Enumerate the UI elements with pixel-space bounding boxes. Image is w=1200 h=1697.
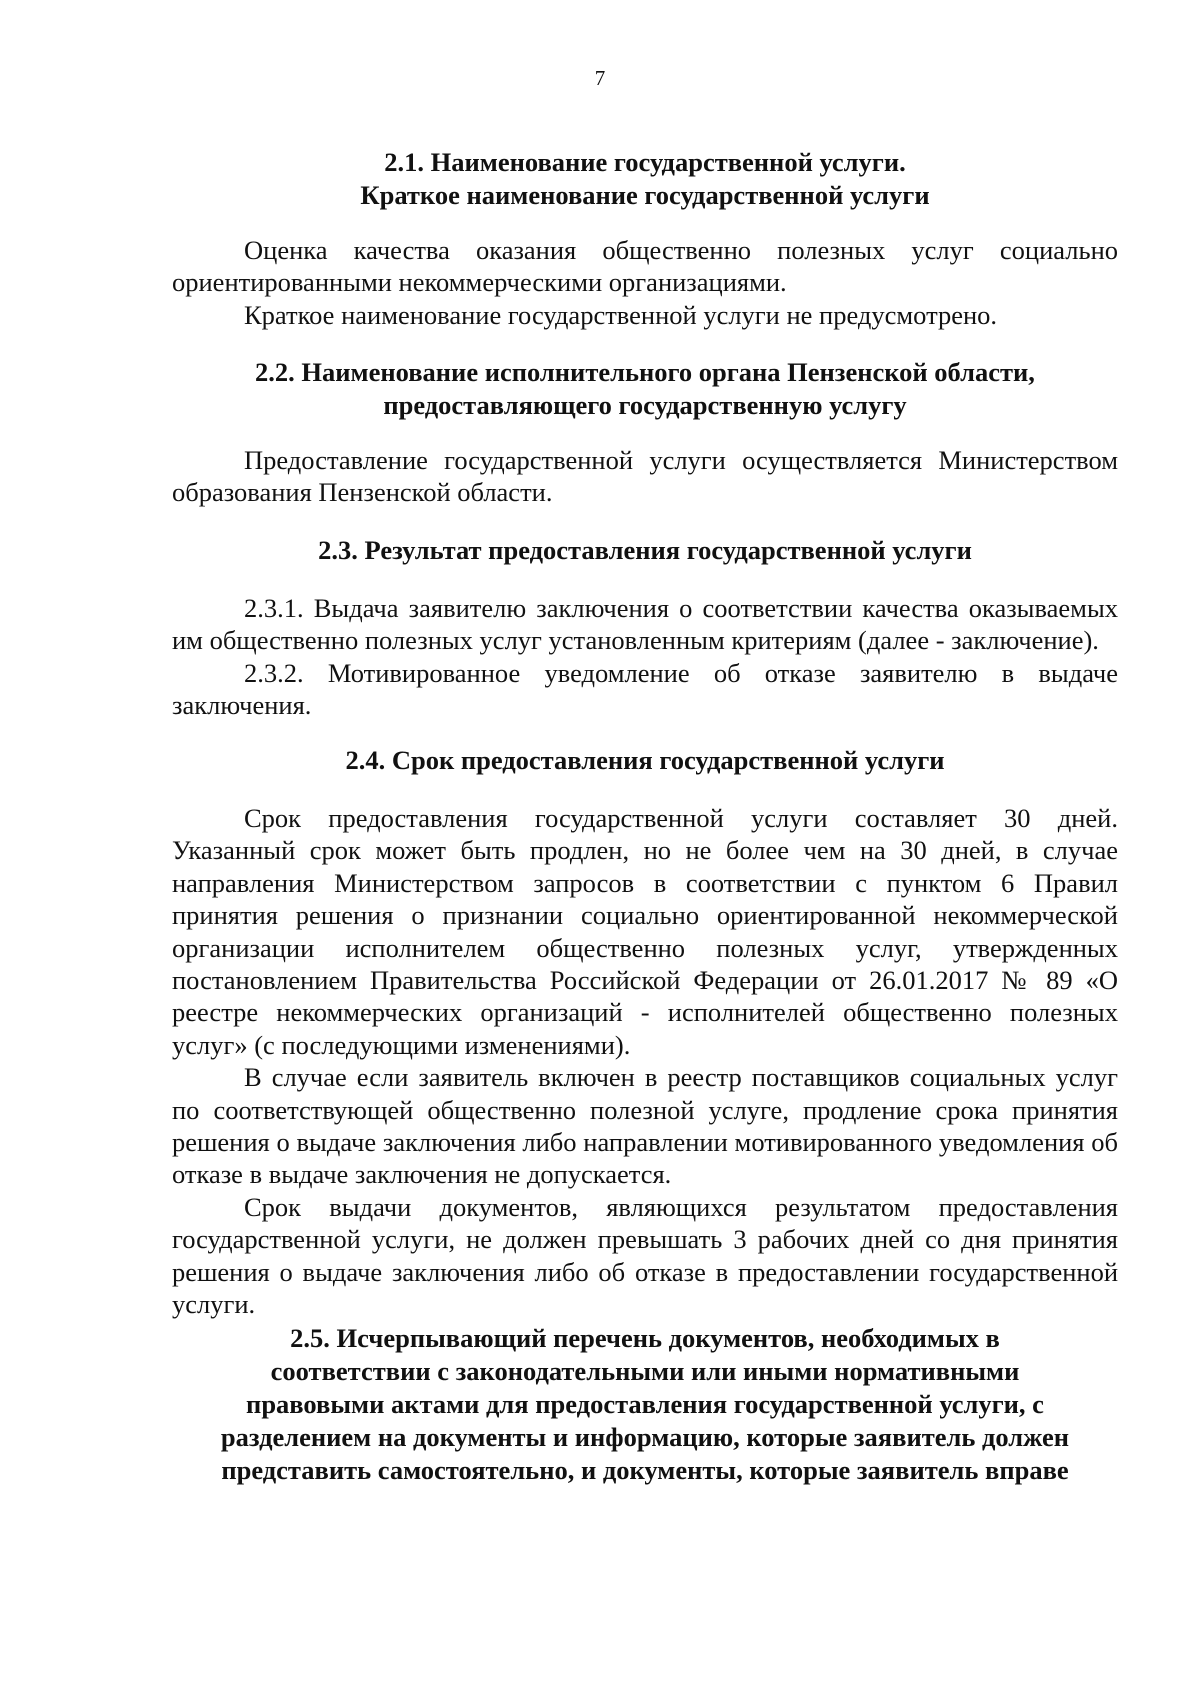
heading-line: 2.3. Результат предоставления государственной услуги [318,535,972,565]
heading-line: предоставляющего государственную услугу [383,390,907,420]
section-2-2-heading [172,356,1118,422]
section-2-1-heading [172,146,1118,212]
heading-line: правовыми актами для предоставления государственной услуги, с [246,1389,1044,1419]
paragraph: Краткое наименование государственной услуги не предусмотрено. [244,299,998,330]
heading-line: 2.4. Срок предоставления государственной услуги [345,745,945,775]
page-number: 7 [594,66,606,90]
paragraph: В случае если заявитель включен в реестр поставщиков социальных услуг по соответствующей общественно полезной услуге, продление срока принятия решения о выдаче заключения либо направлении мотивированного уведомления об отказе в выдаче заключения не допускается. [172,1062,1118,1190]
paragraph: 2.3.2. Мотивированное уведомление об отказе заявителю в выдаче заключения. [172,657,1118,721]
section-2-3-heading [172,534,1118,567]
heading-line: разделением на документы и информацию, которые заявитель должен [220,1422,1070,1452]
heading-line: 2.1. Наименование государственной услуги. [384,147,906,177]
heading-line: 2.2. Наименование исполнительного органа Пензенской области, [255,357,1035,387]
heading-line: 2.5. Исчерпывающий перечень документов, необходимых в [290,1323,1000,1353]
heading-line: соответствии с законодательными или иными нормативными [270,1356,1020,1386]
paragraph: Срок предоставления государственной услуги составляет 30 дней. Указанный срок может быть продлен, но не более чем на 30 дней, в случае направления Министерством запросов в соответствии с пунктом 6 Правил принятия решения о признании социально ориентированной некоммерческой организации исполнителем общественно полезных услуг, утвержденных постановлением Правительства Российской Федерации от 26.01.2017 № 89 «О реестре некоммерческих организаций - исполнителей общественно полезных услуг» (с последующими изменениями). [172,803,1118,1060]
section-2-4-heading [172,744,1118,777]
section-2-1-body [172,234,1118,331]
section-2-2-body [172,444,1118,509]
paragraph: 2.3.1. Выдача заявителю заключения о соответствии качества оказываемых им общественно полезных услуг установленным критериям (далее - заключение). [172,593,1118,656]
section-2-3-body [172,592,1118,722]
paragraph: Предоставление государственной услуги осуществляется Министерством образования Пензенской области. [172,445,1118,508]
paragraph: Оценка качества оказания общественно полезных услуг социально ориентированными некоммерческими организациями. [172,235,1118,298]
heading-line: представить самостоятельно, и документы, которые заявитель вправе [221,1455,1069,1485]
heading-line: Краткое наименование государственной услуги [360,180,930,210]
section-2-4-body [172,802,1118,1321]
paragraph: Срок выдачи документов, являющихся результатом предоставления государственной услуги, не должен превышать 3 рабочих дней со дня принятия решения о выдаче заключения либо об отказе в предоставлении государственной услуги. [172,1191,1118,1320]
section-2-5-heading [172,1322,1118,1487]
